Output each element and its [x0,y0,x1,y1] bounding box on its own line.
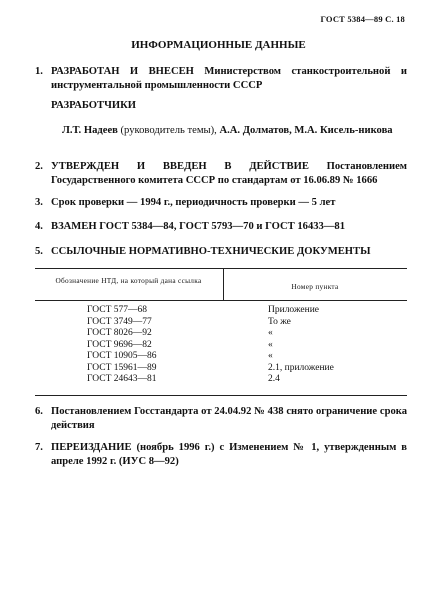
table-header-rule [35,300,407,301]
item-text: ССЫЛОЧНЫЕ НОРМАТИВНО-ТЕХНИЧЕСКИЕ ДОКУМЕНТЫ [51,246,371,257]
page-header: ГОСТ 5384—89 С. 18 [320,14,405,24]
item-number: 4. [35,221,43,232]
info-item-1 [35,65,407,93]
info-item-6 [35,405,407,433]
table-cell: 2.1, приложение [268,362,334,373]
table-cell: ГОСТ 10905—86 [87,351,157,361]
table-header-ntd: Обозначение НТД, на который дана ссылка [55,276,202,285]
table-cell: Приложение [268,305,319,315]
table-cell: « [268,339,273,350]
page-title: ИНФОРМАЦИОННЫЕ ДАННЫЕ [131,39,306,51]
table-cell: ГОСТ 8026—92 [87,328,152,338]
table-header-item: Номер пункта [291,282,339,291]
item-text: Постановлением Госстандарта от 24.04.92 № 438 снято ограничение срока действия [51,406,407,431]
table-col-item [268,305,334,386]
info-item-4 [35,220,407,234]
item-text: ВЗАМЕН ГОСТ 5384—84, ГОСТ 5793—70 и ГОСТ 16433—81 [51,221,346,232]
item-number: 2. [35,161,43,172]
developers-list: Л.Т. Надеев (руководитель темы), А.А. Долматов, М.А. Кисель-никова [62,125,393,136]
table-bottom-rule [35,395,407,396]
table-column-divider [223,268,224,300]
table-cell: ГОСТ 15961—89 [87,362,157,373]
info-item-2 [35,160,407,188]
info-item-3 [35,196,407,210]
table-cell: То же [268,316,291,327]
item-number: 1. [35,66,43,77]
table-cell: ГОСТ 9696—82 [87,339,152,350]
item-text: РАЗРАБОТАН И ВНЕСЕН Министерством станкостроительной и инструментальной промышленности СССР [51,66,407,91]
item-number: 3. [35,197,43,208]
item-number: 7. [35,442,43,453]
item-text: УТВЕРЖДЕН И ВВЕДЕН В ДЕЙСТВИЕ Постановлением Государственного комитета СССР по стандартам от 16.06.89 № 1666 [51,161,407,186]
developers-heading: РАЗРАБОТЧИКИ [51,100,137,111]
table-col-ntd [87,305,157,386]
table-cell: « [268,328,273,338]
item-text: Срок проверки — 1994 г., периодичность проверки — 5 лет [51,197,336,208]
item-number: 5. [35,246,43,257]
item-text: ПЕРЕИЗДАНИЕ (ноябрь 1996 г.) с Изменением № 1, утвержденным в апреле 1992 г. (ИУС 8—92) [51,442,407,467]
table-top-rule [35,268,407,269]
table-cell: « [268,351,273,361]
info-item-7 [35,441,407,469]
info-item-5 [35,245,407,259]
table-cell: ГОСТ 24643—81 [87,374,157,384]
item-number: 6. [35,406,43,417]
table-cell: ГОСТ 577—68 [87,305,147,315]
table-cell: ГОСТ 3749—77 [87,316,152,327]
table-cell: 2.4 [268,374,280,384]
